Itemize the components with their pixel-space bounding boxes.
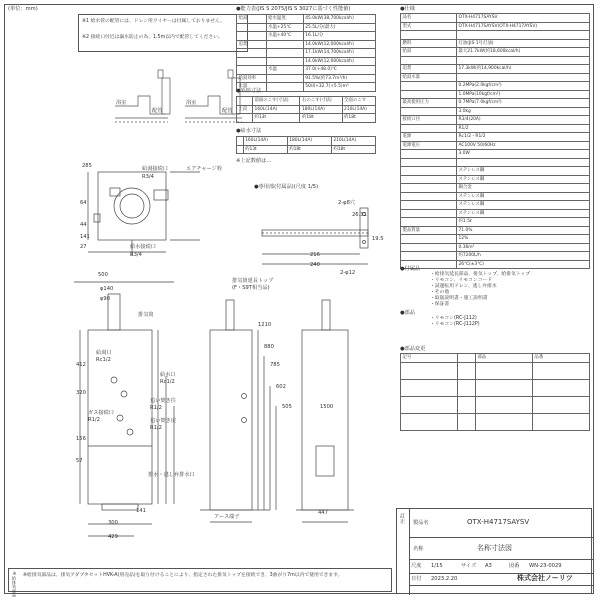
spec-row bbox=[401, 99, 590, 108]
spec-value: OTX-H4717SAYSV(OTX-H4717AYSV) bbox=[457, 22, 590, 31]
drawing-name: 名称寸法図 bbox=[477, 544, 512, 552]
spec-value: 3.0kg bbox=[457, 107, 590, 116]
small-left-label-a: 浴室 bbox=[116, 100, 127, 106]
spec-value: 灯油(JIS 1号灯油) bbox=[457, 39, 590, 48]
front-dim-412: 412 bbox=[76, 362, 86, 368]
top-dim-285: 285 bbox=[82, 163, 92, 169]
side-top-label: 排気筒延長トップ bbox=[232, 278, 274, 284]
spec-value: 0.36m² bbox=[457, 243, 590, 252]
feature-item: ・保証書 bbox=[430, 302, 450, 307]
spec-value bbox=[457, 73, 590, 82]
spec-key: 電源電圧 bbox=[401, 141, 457, 150]
front-dim-phi140: φ140 bbox=[100, 286, 114, 292]
spec-row bbox=[401, 116, 590, 125]
acc-dim-hole12: 2-φ12 bbox=[340, 270, 356, 276]
spec-key bbox=[401, 82, 457, 91]
spec-value: 26℃(±3℃) bbox=[457, 260, 590, 269]
spec-value: 71.0% bbox=[457, 226, 590, 235]
top-label-hot-outlet: 給湯接続口 bbox=[142, 166, 168, 172]
spec-row bbox=[401, 39, 590, 48]
spec-key bbox=[401, 150, 457, 159]
spec-row bbox=[401, 192, 590, 201]
middle-sub-heading-2: ●給水寸法 bbox=[236, 128, 262, 134]
spec-value: AC100V 50/60Hz bbox=[457, 141, 590, 150]
top-fitting-label: エアチャージ栓 bbox=[186, 166, 223, 172]
small-right-label-b: 配管 bbox=[222, 108, 233, 114]
spec-row bbox=[401, 226, 590, 235]
spec-value: 12% bbox=[457, 235, 590, 244]
top-label-r34-a: R3/4 bbox=[142, 174, 154, 180]
middle-sub-heading: ●外形寸法 bbox=[236, 88, 262, 94]
spec-key bbox=[401, 218, 457, 227]
spec-row bbox=[401, 65, 590, 74]
spec-key bbox=[401, 158, 457, 167]
spec-value: ステンレス鋼 bbox=[457, 192, 590, 201]
acc-dim-2631: 26.31 bbox=[352, 212, 367, 218]
spec-value: ステンレス鋼 bbox=[457, 167, 590, 176]
back-bottom-dim: 447 bbox=[318, 510, 328, 516]
front-dim-phi90: φ90 bbox=[100, 296, 111, 302]
side-top-label-sub: (F・S9T相当品) bbox=[232, 285, 270, 291]
feature-item: ・その他 bbox=[430, 290, 450, 295]
side-dim-602: 602 bbox=[276, 384, 286, 390]
spec-key bbox=[401, 175, 457, 184]
spec-key: 追焚 bbox=[401, 65, 457, 74]
water-table: 160L(14A) 180L(14A) 210L(14A) 約13t 約18t 約18t bbox=[236, 136, 376, 154]
spec-row bbox=[401, 209, 590, 218]
spec-row bbox=[401, 82, 590, 91]
spec-value: ステンレス鋼 bbox=[457, 209, 590, 218]
spec-row bbox=[401, 141, 590, 150]
spec-value: R1/2 bbox=[457, 124, 590, 133]
spec-key: 最高使用圧力 bbox=[401, 99, 457, 108]
spec-row bbox=[401, 252, 590, 261]
front-label-flue: 排気筒 bbox=[138, 312, 154, 318]
front-label-cold: 給水口 bbox=[160, 372, 176, 378]
front-dim-141: 141 bbox=[136, 508, 146, 514]
side-dim-505: 505 bbox=[282, 404, 292, 410]
spec-value: 約1.5ℓ bbox=[457, 218, 590, 227]
spec-value bbox=[457, 31, 590, 40]
spec-key bbox=[401, 90, 457, 99]
front-label-hot: 給湯口 bbox=[96, 350, 112, 356]
front-label-rc12-b: Rc1/2 bbox=[160, 379, 175, 385]
scale-value: 1/15 bbox=[431, 563, 443, 569]
spec-row bbox=[401, 167, 590, 176]
spec-key bbox=[401, 124, 457, 133]
spec-value bbox=[457, 158, 590, 167]
middle-footnote: ※上記数値は… bbox=[236, 158, 272, 164]
top-label-water-inlet: 給水接続口 bbox=[130, 244, 156, 250]
spec-row bbox=[401, 158, 590, 167]
small-left-label-b: 配管 bbox=[152, 108, 163, 114]
spec-row bbox=[401, 124, 590, 133]
spec-key bbox=[401, 184, 457, 193]
spec-table bbox=[400, 13, 590, 269]
scale-label: 尺度 bbox=[411, 563, 422, 569]
spec-heading: ●仕様 bbox=[400, 6, 415, 12]
company-name: 株式会社ノーリツ bbox=[517, 574, 573, 582]
spec-row bbox=[401, 235, 590, 244]
acc-dim-240: 240 bbox=[310, 262, 320, 268]
parts-heading: ●部品変更 bbox=[400, 346, 426, 352]
small-right-label-a: 浴室 bbox=[186, 100, 197, 106]
spec-key: 接続口径 bbox=[401, 116, 457, 125]
options-heading: ●部品 bbox=[400, 310, 415, 316]
front-label-r12-a: R1/2 bbox=[150, 405, 162, 411]
product-label: 製品名 bbox=[413, 520, 429, 526]
spec-row bbox=[401, 184, 590, 193]
feature-item: ・リモコン、リモコンコード bbox=[430, 278, 492, 283]
spec-value: 3.0W bbox=[457, 150, 590, 159]
capacity-table: 給湯 給水温度 45.0kW(38,700kcal/h) 水温+25℃ 25.5L/分(最大) 水温+40℃ 16.1L/分 追焚 14.0kW(12,000kcal/h) 17.1kW(14,700kcal/h) 14.0kW(12,000kcal/h) 水温 37.0(+48.0)℃ 給湯効率 91.5%(約73.7m³/h) 水量 50/4+32.7(+5.5)m³ bbox=[236, 14, 376, 92]
date-label: 日付 bbox=[411, 576, 422, 582]
spec-value: OTX-H4717SAYSV bbox=[457, 14, 590, 23]
features-list bbox=[430, 272, 590, 308]
dimension-table: 前面のこす(寸法) 右のこす(寸法) 全面のこす 上段 160L(14A) 180L(14A) 210L(14A) 約13t 約18t 約18t bbox=[236, 96, 376, 123]
front-label-drain: 排水・逃し弁排水口 bbox=[148, 472, 195, 478]
spec-key: 給湯水量 bbox=[401, 73, 457, 82]
spec-key bbox=[401, 201, 457, 210]
spec-value: 0.7MPa(7.0kgf/cm²) bbox=[457, 99, 590, 108]
spec-key: 型式 bbox=[401, 22, 457, 31]
notes-box bbox=[78, 14, 248, 52]
spec-key: 品名 bbox=[401, 14, 457, 23]
option-item: ・リモコン(RC-J112) bbox=[430, 316, 477, 321]
spec-value: 約7200L/h bbox=[457, 252, 590, 261]
product-name: OTX-H4717SAYSV bbox=[467, 518, 530, 526]
spec-row bbox=[401, 90, 590, 99]
spec-row bbox=[401, 150, 590, 159]
drawing-no: WN-23-0029 bbox=[529, 563, 562, 569]
features-heading: ●付属品 bbox=[400, 266, 421, 272]
top-dim-44: 44 bbox=[80, 222, 87, 228]
spec-key bbox=[401, 252, 457, 261]
side-bottom-label: アース端子 bbox=[214, 514, 240, 520]
note-line-1: ※1 給水管の配管には、ドレン用ワイヤーは付属しておりません。 bbox=[82, 19, 225, 24]
revision-label: 訂正 bbox=[399, 513, 405, 524]
spec-value: 1.0MPa(10kgf/cm²) bbox=[457, 90, 590, 99]
spec-key: 製品質量 bbox=[401, 226, 457, 235]
option-item: ・リモコン(RC-J112P) bbox=[430, 322, 480, 327]
top-dim-64: 64 bbox=[80, 200, 87, 206]
front-label-reheat-ret: 追い焚き戻 bbox=[150, 418, 176, 424]
parts-table: 記号 部品 品番 bbox=[400, 353, 590, 431]
spec-row bbox=[401, 31, 590, 40]
spec-key bbox=[401, 209, 457, 218]
middle-heading: ●能力表(JIS S 2075/JIS S 3027に基づく性能値) bbox=[236, 6, 351, 12]
options-list bbox=[430, 316, 590, 328]
note-line-2: ※2 接続口付近は漏水防止の為、1.5m以内で配管してください。 bbox=[82, 35, 223, 40]
spec-row bbox=[401, 48, 590, 57]
acc-dim-hole8: 2-φ8穴 bbox=[338, 200, 356, 206]
spec-value: ステンレス鋼 bbox=[457, 175, 590, 184]
front-label-rc12-a: Rc1/2 bbox=[96, 357, 111, 363]
section-label: ●専用部(付属品)(尺度 1/5) bbox=[254, 184, 319, 190]
side-view-drawing bbox=[200, 296, 290, 536]
front-label-reheat-out: 追い焚き往 bbox=[150, 398, 176, 404]
spec-key bbox=[401, 167, 457, 176]
feature-item: ・給排気延長部品、排気トップ、給排気トップ bbox=[430, 272, 531, 277]
spec-value bbox=[457, 56, 590, 65]
spec-row bbox=[401, 22, 590, 31]
spec-key: 電源 bbox=[401, 133, 457, 142]
front-dim-300: 300 bbox=[108, 520, 118, 526]
footer-note-text: ※給排気部品は、排気アダプタセットHVK-A(別売品)を取り付けることにより、指定された排気トップを接続でき、3曲がり7m以内で使用できます。 bbox=[23, 573, 343, 578]
date-value: 2023.2.20 bbox=[431, 576, 458, 582]
spec-value: Rc1/2・R1/2 bbox=[457, 133, 590, 142]
spec-row bbox=[401, 73, 590, 82]
front-dim-57: 57 bbox=[76, 458, 83, 464]
back-view-drawing bbox=[296, 296, 356, 536]
spec-row bbox=[401, 201, 590, 210]
spec-key bbox=[401, 235, 457, 244]
front-dim-500: 500 bbox=[98, 272, 108, 278]
acc-dim-216: 216 bbox=[310, 252, 320, 258]
spec-key bbox=[401, 192, 457, 201]
front-dim-156: 156 bbox=[76, 436, 86, 442]
back-dim-1500: 1500 bbox=[320, 404, 334, 410]
top-label-r34-b: R3/4 bbox=[130, 252, 142, 258]
spec-row bbox=[401, 243, 590, 252]
spec-value: 0.2MPa(2.0kgf/cm²) bbox=[457, 82, 590, 91]
title-block bbox=[396, 508, 592, 594]
spec-key bbox=[401, 31, 457, 40]
spec-key: 給湯 bbox=[401, 48, 457, 57]
front-label-r12-c: R1/2 bbox=[88, 417, 100, 423]
drawing-no-label: 図番 bbox=[509, 563, 520, 569]
front-label-gas: ガス接続口 bbox=[88, 410, 114, 416]
spec-key: 燃料 bbox=[401, 39, 457, 48]
side-dim-1210: 1210 bbox=[258, 322, 272, 328]
front-dim-429: 429 bbox=[108, 534, 118, 540]
spec-key bbox=[401, 243, 457, 252]
spec-row bbox=[401, 56, 590, 65]
acc-dim-195: 19.5 bbox=[372, 236, 384, 242]
spec-value: ステンレス鋼 bbox=[457, 201, 590, 210]
top-dim-27: 27 bbox=[80, 244, 87, 250]
spec-value: 最大21.7kW(約18,600kcal/h) bbox=[457, 48, 590, 57]
side-dim-880: 880 bbox=[264, 344, 274, 350]
spec-row bbox=[401, 260, 590, 269]
spec-row bbox=[401, 107, 590, 116]
feature-item: ・取扱説明書・施工説明書 bbox=[430, 296, 488, 301]
feature-item: ・試運転用ドレン、逃し弁排水 bbox=[430, 284, 497, 289]
spec-value: R3/4(20A) bbox=[457, 116, 590, 125]
spec-row bbox=[401, 175, 590, 184]
size-label: サイズ bbox=[461, 563, 477, 569]
name-label: 名称 bbox=[413, 546, 424, 552]
spec-key bbox=[401, 107, 457, 116]
spec-value: 17.3kW(約14,900kcal/h) bbox=[457, 65, 590, 74]
units-label: (単位：mm) bbox=[8, 6, 38, 12]
front-dim-320: 320 bbox=[76, 390, 86, 396]
size-value: A3 bbox=[485, 563, 492, 569]
spec-key bbox=[401, 56, 457, 65]
spec-row bbox=[401, 133, 590, 142]
spec-value: 銅合金 bbox=[457, 184, 590, 193]
installation-diagrams bbox=[110, 56, 250, 138]
side-dim-785: 785 bbox=[270, 362, 280, 368]
spec-row bbox=[401, 218, 590, 227]
spec-row bbox=[401, 14, 590, 23]
footer-prefix: ※給排気部品 bbox=[12, 571, 17, 597]
front-label-r12-b: R1/2 bbox=[150, 425, 162, 431]
footer-note-box bbox=[8, 568, 392, 597]
top-dim-141: 141 bbox=[80, 234, 90, 240]
